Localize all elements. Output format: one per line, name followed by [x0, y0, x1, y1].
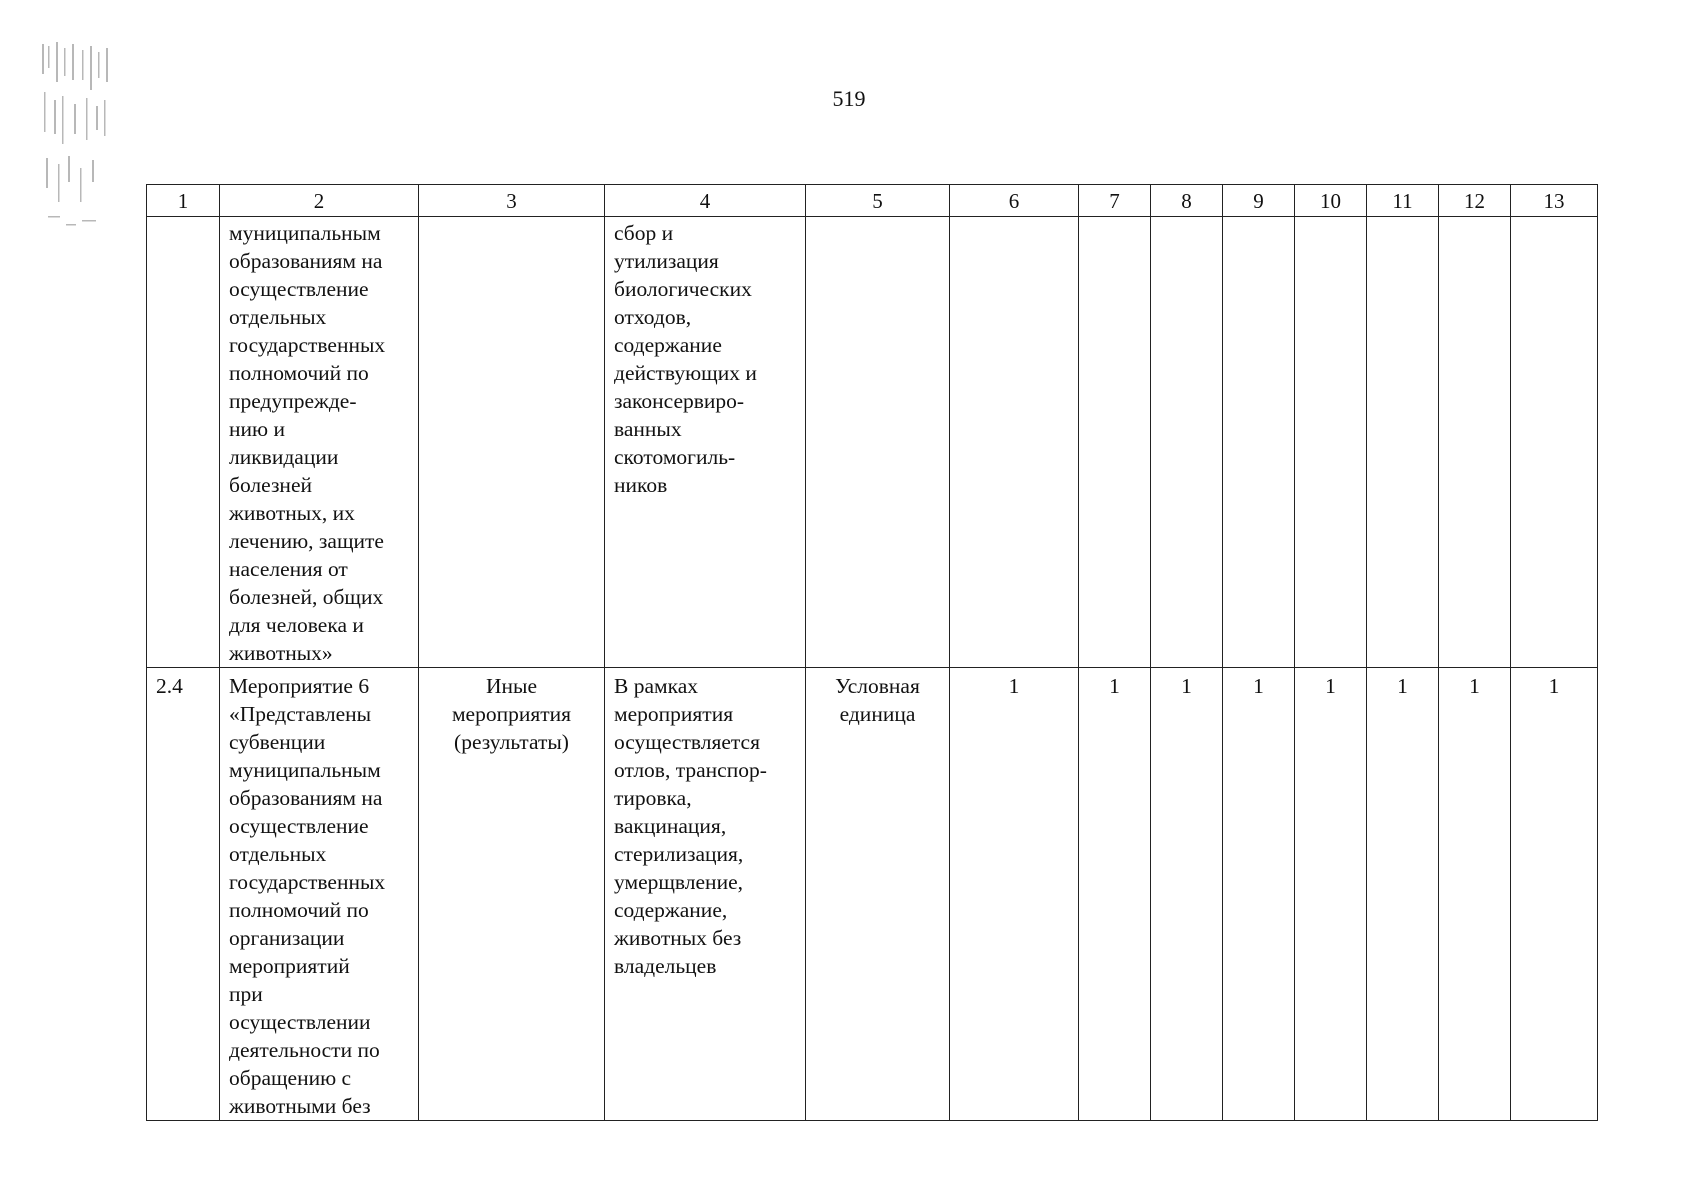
event-type-cell: Иные мероприятия (результаты) — [419, 668, 605, 1121]
value-cell: 1 — [1223, 668, 1295, 1121]
scan-artifact — [38, 40, 118, 250]
header-cell: 9 — [1223, 185, 1295, 217]
row-number-cell: 2.4 — [147, 668, 220, 1121]
header-cell: 3 — [419, 185, 605, 217]
header-cell: 8 — [1151, 185, 1223, 217]
value-cell: 1 — [1439, 668, 1511, 1121]
value-cell — [1367, 217, 1439, 668]
header-cell: 10 — [1295, 185, 1367, 217]
event-name-cell: Мероприятие 6 «Представлены субвенции муниципальным образованиям на осуществление отдельных государственных полномочий по организации мероприятий при осуществлении деятельности по обращению с животными без — [220, 668, 419, 1121]
value-cell — [950, 217, 1079, 668]
header-cell: 12 — [1439, 185, 1511, 217]
page-number: 519 — [832, 86, 866, 111]
table-row — [147, 217, 1598, 668]
table-row — [147, 668, 1598, 1121]
header-cell: 4 — [605, 185, 806, 217]
value-cell: 1 — [1079, 668, 1151, 1121]
unit-cell — [806, 217, 950, 668]
value-cell — [1511, 217, 1598, 668]
header-cell: 1 — [147, 185, 220, 217]
value-cell — [1295, 217, 1367, 668]
header-cell: 11 — [1367, 185, 1439, 217]
unit-cell: Условная единица — [806, 668, 950, 1121]
value-cell: 1 — [1151, 668, 1223, 1121]
value-cell — [1079, 217, 1151, 668]
event-description-cell: В рамках мероприятия осуществляется отлов, транспор- тировка, вакцинация, стерилизация, умерщвление, содержание, животных без владельцев — [605, 668, 806, 1121]
value-cell: 1 — [1367, 668, 1439, 1121]
row-number-cell — [147, 217, 220, 668]
value-cell — [1151, 217, 1223, 668]
value-cell: 1 — [1295, 668, 1367, 1121]
header-cell: 2 — [220, 185, 419, 217]
header-cell: 5 — [806, 185, 950, 217]
header-cell: 7 — [1079, 185, 1151, 217]
event-name-cell: муниципальным образованиям на осуществление отдельных государственных полномочий по предупрежде- нию и ликвидации болезней животных, их лечению, защите населения от болезней, общих для человека и животных» — [220, 217, 419, 668]
value-cell: 1 — [1511, 668, 1598, 1121]
event-description-cell: сбор и утилизация биологических отходов, содержание действующих и законсервиро- ванных скотомогиль- ников — [605, 217, 806, 668]
indicators-table — [146, 184, 1598, 1121]
header-cell: 13 — [1511, 185, 1598, 217]
table-header-row — [147, 185, 1598, 217]
event-type-cell — [419, 217, 605, 668]
value-cell — [1223, 217, 1295, 668]
value-cell — [1439, 217, 1511, 668]
header-cell: 6 — [950, 185, 1079, 217]
value-cell: 1 — [950, 668, 1079, 1121]
